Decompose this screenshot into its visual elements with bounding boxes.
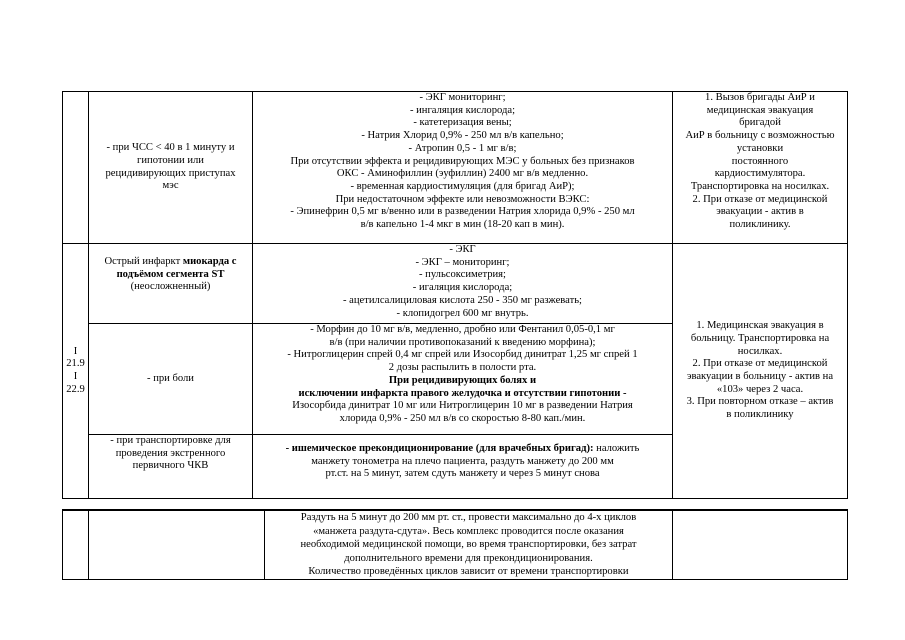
condition-cell-empty [89, 510, 265, 579]
action-line: 1. Медицинская эвакуация в [696, 320, 824, 332]
action-line: медицинская эвакуация [706, 104, 814, 116]
treatment-cell [253, 92, 673, 244]
condition-cell [89, 324, 253, 435]
treatment-line: Количество проведённых циклов зависит от времени транспортировки [308, 566, 629, 577]
condition-cell [89, 435, 253, 499]
treatment-cell [253, 324, 673, 435]
action-cell-empty [673, 510, 848, 579]
condition-text: - при ЧСС < 40 в 1 минуту и [106, 142, 235, 154]
treatment-line: Изосорбида динитрат 10 мг или Нитроглицерин 10 мг в разведении Натрия [292, 400, 633, 412]
action-line: эвакуации - актив в [716, 206, 804, 218]
table-row [63, 510, 848, 579]
continuation-table [62, 509, 848, 580]
treatment-line: манжету тонометра на плечо пациента, раздуть манжету до 200 мм [311, 455, 614, 467]
action-line: постоянного [731, 155, 789, 167]
condition-title-bold: подъёмом сегмента ST [116, 268, 225, 280]
treatment-bold: - ишемическое прекондиционирование (для врачебных бригад): [285, 443, 594, 454]
treatment-line: - Нитроглицерин спрей 0,4 мг спрей или Изосорбид динитрат 1,25 мг спрей 1 [287, 349, 638, 361]
condition-cell [89, 244, 253, 324]
diagnosis-code-cell [63, 244, 89, 499]
diagnosis-code: I [73, 371, 78, 382]
treatment-line: - катетеризация вены; [413, 117, 512, 129]
protocol-table [62, 91, 848, 499]
treatment-line: в/в капельно 1-4 мкг в мин (18-20 кап в мин). [360, 219, 565, 231]
treatment-line: - временная кардиостимуляция (для бригад АиР); [350, 180, 575, 192]
treatment-line: ОКС - Аминофиллин (эуфиллин) 2400 мг в/в медленно. [336, 168, 589, 180]
action-line: АиР в больницу с возможностью [685, 130, 835, 142]
action-cell [673, 244, 848, 499]
condition-text: мэс [162, 180, 179, 192]
condition-text: проведения экстренного [115, 447, 226, 459]
action-cell [673, 92, 848, 244]
treatment-line: - ацетилсалициловая кислота 250 - 350 мг разжевать; [342, 294, 583, 306]
action-line: поликлинику. [729, 219, 791, 231]
treatment-line: При недостаточном эффекте или невозможности ВЭКС: [335, 193, 590, 205]
treatment-line: необходимой медицинской помощи, во время транспортировки, без затрат [300, 539, 637, 550]
treatment-line: дополнительного времени для прекондиционирования. [344, 552, 593, 564]
condition-subtitle: (неосложненный) [130, 281, 211, 293]
treatment-line: - игаляция кислорода; [412, 282, 513, 294]
treatment-line: в/в (при наличии противопоказаний к введению морфина); [329, 336, 596, 348]
treatment-line: хлорида 0,9% - 250 мл в/в со скоростью 8-80 кап./мин. [339, 412, 586, 424]
treatment-line: - Натрия Хлорид 0,9% - 250 мл в/в капельно; [361, 130, 564, 142]
action-line: 2. При отказе от медицинской [692, 358, 828, 370]
code-cell-empty [63, 510, 89, 579]
action-line: 2. При отказе от медицинской [692, 193, 828, 205]
treatment-line: - Морфин до 10 мг в/в, медленно, дробно или Фентанил 0,05-0,1 мг [310, 324, 615, 335]
condition-text: рецидивирующих приступах [105, 167, 236, 179]
condition-cell [89, 92, 253, 244]
treatment-cell [253, 435, 673, 499]
condition-text: - при боли [147, 372, 194, 384]
treatment-line-bold: При рецидивирующих болях и [388, 374, 537, 386]
action-line: 3. При повторном отказе – актив [686, 396, 834, 408]
condition-text: первичного ЧКВ [132, 460, 209, 472]
treatment-line: При отсутствии эффекта и рецидивирующих МЭС у больных без признаков [290, 155, 635, 167]
table-row [63, 92, 848, 244]
treatment-line: «манжета раздута-сдута». Весь комплекс проводится после оказания [313, 525, 624, 537]
treatment-line: - ингаляция кислорода; [409, 104, 516, 116]
treatment-line: - пульсоксиметрия; [419, 269, 506, 281]
treatment-line: рт.ст. на 5 минут, затем сдуть манжету и через 5 минут снова [325, 468, 600, 480]
action-line: носилках. [737, 345, 783, 357]
treatment-line: 2 дозы распылить в полости рта. [388, 362, 537, 374]
action-line: больницу. Транспортировка на [690, 332, 830, 344]
condition-title-bold: миокарда с [182, 256, 237, 267]
treatment-line: - Атропин 0,5 - 1 мг в/в; [408, 142, 517, 154]
action-line: 1. Вызов бригады АиР и [705, 92, 815, 103]
action-line: установки [736, 142, 784, 154]
code-cell-empty [63, 92, 89, 244]
action-line: бригадой [739, 117, 781, 129]
treatment-line: Раздуть на 5 минут до 200 мм рт. ст., провести максимально до 4-х циклов [300, 512, 637, 523]
treatment-line: - ЭКГ [449, 244, 476, 255]
treatment-line: - клопидогрел 600 мг внутрь. [396, 307, 529, 319]
condition-title-plain: Острый инфаркт [104, 256, 183, 267]
action-line: эвакуации в больницу - актив на [686, 371, 834, 382]
treatment-line-bold: исключении инфаркта правого желудочка и отсутствии гипотонии - [298, 387, 627, 399]
treatment-cell [265, 510, 673, 579]
diagnosis-code: 22.9 [66, 383, 85, 395]
treatment-line: - ЭКГ мониторинг; [419, 92, 506, 103]
treatment-cell [253, 244, 673, 324]
condition-title [92, 256, 249, 269]
treatment-line: - ЭКГ – мониторинг; [415, 256, 510, 268]
treatment-line: - Эпинефрин 0,5 мг в/венно или в разведении Натрия хлорида 0,9% - 250 мл [290, 206, 635, 218]
treatment-line [256, 443, 669, 456]
action-line: кардиостимулятора. [714, 168, 806, 180]
diagnosis-code: 21.9 [66, 358, 85, 370]
action-line: Транспортировка на носилках. [690, 180, 830, 192]
condition-text: - при транспортировке для [110, 435, 231, 446]
condition-text: гипотонии или [137, 154, 204, 166]
action-line: в поликлинику [726, 409, 794, 421]
table-row [63, 244, 848, 324]
action-line: «103» через 2 часа. [716, 383, 804, 395]
diagnosis-code: I [73, 345, 78, 357]
treatment-plain: наложить [593, 443, 640, 454]
